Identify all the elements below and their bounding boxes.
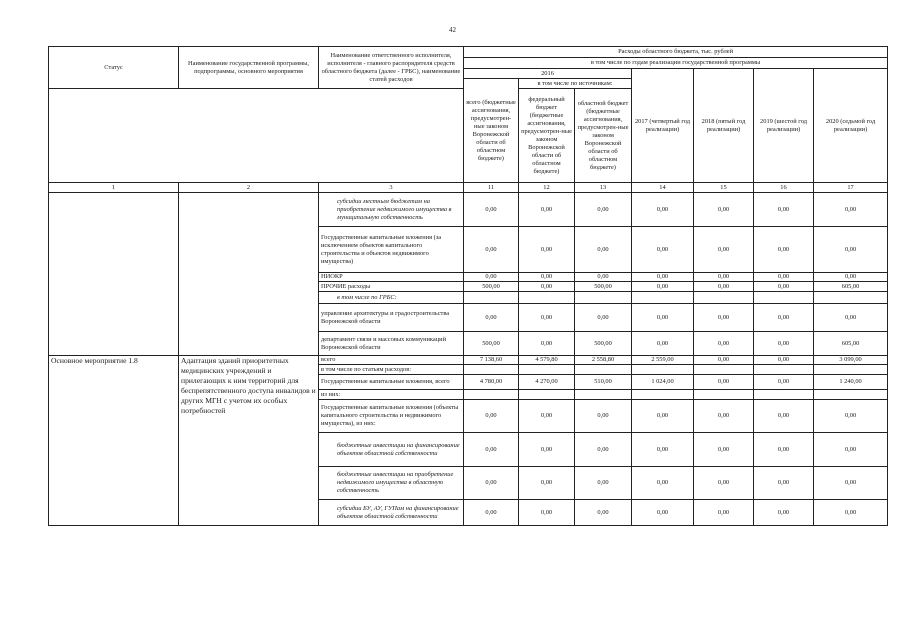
value-cell: 0,00 xyxy=(754,193,814,227)
value-cell xyxy=(632,365,694,375)
value-cell xyxy=(814,365,888,375)
value-cell: 1 240,00 xyxy=(814,375,888,390)
value-cell: 0,00 xyxy=(754,467,814,500)
value-cell: 4 270,00 xyxy=(519,375,575,390)
value-cell: 500,00 xyxy=(575,282,632,292)
value-cell xyxy=(632,292,694,304)
value-cell: 0,00 xyxy=(694,356,754,365)
table-row xyxy=(49,356,888,365)
value-cell xyxy=(575,390,632,400)
row-label: департамент связи и массовых коммуникаций Воронежской области xyxy=(319,332,464,356)
value-cell: 0,00 xyxy=(519,500,575,526)
budget-table xyxy=(48,46,888,526)
value-cell xyxy=(694,365,754,375)
header-federal: федеральный бюджет (бюджетные ассигнования, предусмотрен-ные законом Воронежской области об областном бюджете) xyxy=(519,89,575,183)
row-label: Государственные капитальные вложения (за исключением объектов капитального строительства и объектов недвижимого имущества) xyxy=(319,227,464,273)
column-number: 3 xyxy=(319,183,464,193)
value-cell: 0,00 xyxy=(519,282,575,292)
value-cell: 0,00 xyxy=(814,467,888,500)
value-cell: 0,00 xyxy=(575,400,632,433)
value-cell xyxy=(519,292,575,304)
value-cell: 0,00 xyxy=(754,433,814,467)
column-number: 17 xyxy=(814,183,888,193)
value-cell: 0,00 xyxy=(632,273,694,282)
value-cell: 0,00 xyxy=(754,304,814,332)
program-name-cell: Адаптация зданий приоритетных медицинских учреждений и прилегающих к ним территорий для беспрепятственного доступа инвалидов и других МГН с учетом их особых потребностей xyxy=(179,356,319,526)
value-cell: 0,00 xyxy=(464,273,519,282)
value-cell: 0,00 xyxy=(814,500,888,526)
value-cell: 0,00 xyxy=(632,304,694,332)
value-cell: 0,00 xyxy=(575,500,632,526)
header-2018: 2018 (пятый год реализации) xyxy=(694,69,754,183)
table-row xyxy=(49,193,888,227)
value-cell: 0,00 xyxy=(464,227,519,273)
value-cell: 0,00 xyxy=(575,193,632,227)
value-cell: 0,00 xyxy=(464,433,519,467)
header-2017: 2017 (четвертый год реализации) xyxy=(632,69,694,183)
header-2020: 2020 (седьмой год реализации) xyxy=(814,69,888,183)
value-cell: 0,00 xyxy=(575,467,632,500)
row-label: в том числе по ГРБС: xyxy=(319,292,464,304)
table-body xyxy=(49,193,888,526)
column-number: 11 xyxy=(464,183,519,193)
value-cell xyxy=(632,390,694,400)
row-label: управление архитектуры и градостроительства Воронежской области xyxy=(319,304,464,332)
value-cell: 0,00 xyxy=(814,227,888,273)
value-cell: 0,00 xyxy=(464,500,519,526)
value-cell: 0,00 xyxy=(694,282,754,292)
column-number-row xyxy=(49,183,888,193)
value-cell xyxy=(694,292,754,304)
value-cell: 0,00 xyxy=(694,193,754,227)
value-cell xyxy=(519,365,575,375)
value-cell xyxy=(575,292,632,304)
value-cell: 0,00 xyxy=(814,433,888,467)
row-label: из них: xyxy=(319,390,464,400)
row-label: НИОКР xyxy=(319,273,464,282)
value-cell: 0,00 xyxy=(694,375,754,390)
value-cell xyxy=(814,292,888,304)
row-label: в том числе по статьям расходов: xyxy=(319,365,464,375)
value-cell: 0,00 xyxy=(754,332,814,356)
value-cell: 500,00 xyxy=(575,332,632,356)
row-label: Государственные капитальные вложения (объекты капитального строительства и недвижимого имущества), из них: xyxy=(319,400,464,433)
value-cell: 0,00 xyxy=(814,304,888,332)
row-label: субсидии местным бюджетам на приобретение недвижимого имущества в муниципальную собственность xyxy=(319,193,464,227)
value-cell: 605,00 xyxy=(814,282,888,292)
header-executor: Наименование ответственного исполнителя, исполнителя - главного распорядителя средств областного бюджета (далее - ГРБС), наименование статей расходов xyxy=(319,47,464,89)
value-cell: 2 558,80 xyxy=(575,356,632,365)
column-number: 15 xyxy=(694,183,754,193)
value-cell: 0,00 xyxy=(814,193,888,227)
value-cell xyxy=(464,292,519,304)
header-status: Статус xyxy=(49,47,179,89)
value-cell: 0,00 xyxy=(754,400,814,433)
status-cell-empty xyxy=(49,193,179,356)
value-cell: 0,00 xyxy=(814,400,888,433)
value-cell: 0,00 xyxy=(519,467,575,500)
column-number: 1 xyxy=(49,183,179,193)
value-cell: 0,00 xyxy=(632,332,694,356)
value-cell: 0,00 xyxy=(519,304,575,332)
value-cell: 0,00 xyxy=(694,500,754,526)
value-cell: 0,00 xyxy=(519,273,575,282)
value-cell: 0,00 xyxy=(754,282,814,292)
row-label: бюджетные инвестиции на приобретение недвижимого имущества в областную собственность xyxy=(319,467,464,500)
row-label: Государственные капитальные вложения, всего xyxy=(319,375,464,390)
header-by-years: в том числе по годам реализации государственной программы xyxy=(464,58,888,69)
status-cell: Основное мероприятие 1.8 xyxy=(49,356,179,526)
value-cell: 0,00 xyxy=(632,282,694,292)
value-cell: 0,00 xyxy=(754,500,814,526)
value-cell: 0,00 xyxy=(632,193,694,227)
column-number: 16 xyxy=(754,183,814,193)
value-cell xyxy=(754,292,814,304)
value-cell: 3 099,00 xyxy=(814,356,888,365)
value-cell: 500,00 xyxy=(464,282,519,292)
value-cell: 0,00 xyxy=(632,500,694,526)
value-cell: 0,00 xyxy=(632,227,694,273)
value-cell: 0,00 xyxy=(464,304,519,332)
value-cell: 0,00 xyxy=(519,332,575,356)
value-cell: 0,00 xyxy=(575,304,632,332)
value-cell xyxy=(694,390,754,400)
value-cell xyxy=(519,390,575,400)
value-cell: 0,00 xyxy=(694,227,754,273)
value-cell: 0,00 xyxy=(519,400,575,433)
value-cell: 0,00 xyxy=(575,227,632,273)
value-cell: 0,00 xyxy=(694,400,754,433)
value-cell: 2 559,00 xyxy=(632,356,694,365)
value-cell: 0,00 xyxy=(694,433,754,467)
value-cell: 0,00 xyxy=(694,304,754,332)
value-cell: 7 138,60 xyxy=(464,356,519,365)
value-cell: 0,00 xyxy=(694,467,754,500)
header-2019: 2019 (шестой год реализации) xyxy=(754,69,814,183)
value-cell: 0,00 xyxy=(464,400,519,433)
value-cell: 4 780,00 xyxy=(464,375,519,390)
value-cell: 0,00 xyxy=(694,273,754,282)
column-number: 13 xyxy=(575,183,632,193)
value-cell: 0,00 xyxy=(694,332,754,356)
value-cell: 0,00 xyxy=(632,433,694,467)
value-cell: 0,00 xyxy=(632,467,694,500)
value-cell: 0,00 xyxy=(814,273,888,282)
value-cell: 0,00 xyxy=(575,433,632,467)
value-cell: 0,00 xyxy=(754,356,814,365)
value-cell: 605,00 xyxy=(814,332,888,356)
value-cell: 0,00 xyxy=(464,193,519,227)
value-cell: 510,00 xyxy=(575,375,632,390)
column-number: 12 xyxy=(519,183,575,193)
value-cell xyxy=(575,365,632,375)
value-cell: 0,00 xyxy=(754,227,814,273)
value-cell xyxy=(754,365,814,375)
value-cell: 1 024,00 xyxy=(632,375,694,390)
value-cell: 0,00 xyxy=(575,273,632,282)
value-cell: 0,00 xyxy=(754,273,814,282)
value-cell: 0,00 xyxy=(464,467,519,500)
value-cell xyxy=(464,365,519,375)
value-cell: 0,00 xyxy=(519,193,575,227)
value-cell: 0,00 xyxy=(754,375,814,390)
value-cell: 500,00 xyxy=(464,332,519,356)
value-cell xyxy=(814,390,888,400)
value-cell xyxy=(754,390,814,400)
header-program-name: Наименование государственной программы, подпрограммы, основного мероприятия xyxy=(179,47,319,89)
row-label: субсидии БУ, АУ, ГУПам на финансирование объектов областной собственности xyxy=(319,500,464,526)
page-number: 42 xyxy=(449,26,456,34)
header-by-sources: в том числе по источникам: xyxy=(519,79,632,89)
row-label: бюджетные инвестиции на финансирование объектов областной собственности xyxy=(319,433,464,467)
program-cell-empty xyxy=(179,193,319,356)
value-cell: 0,00 xyxy=(519,227,575,273)
value-cell: 0,00 xyxy=(519,433,575,467)
row-label: всего xyxy=(319,356,464,365)
column-number: 2 xyxy=(179,183,319,193)
header-year-2016: 2016 xyxy=(464,69,632,79)
value-cell: 0,00 xyxy=(632,400,694,433)
value-cell xyxy=(464,390,519,400)
header-spacer xyxy=(49,89,464,183)
header-total: всего (бюджетные ассигнования, предусмотрен-ные законом Воронежской области об областном бюджете) xyxy=(464,79,519,183)
value-cell: 4 579,80 xyxy=(519,356,575,365)
column-number: 14 xyxy=(632,183,694,193)
header-regional: областной бюджет (бюджетные ассигнования, предусмотрен-ные законом Воронежской области об областном бюджете) xyxy=(575,89,632,183)
row-label: ПРОЧИЕ расходы xyxy=(319,282,464,292)
header-expenses: Расходы областного бюджета, тыс. рублей xyxy=(464,47,888,58)
